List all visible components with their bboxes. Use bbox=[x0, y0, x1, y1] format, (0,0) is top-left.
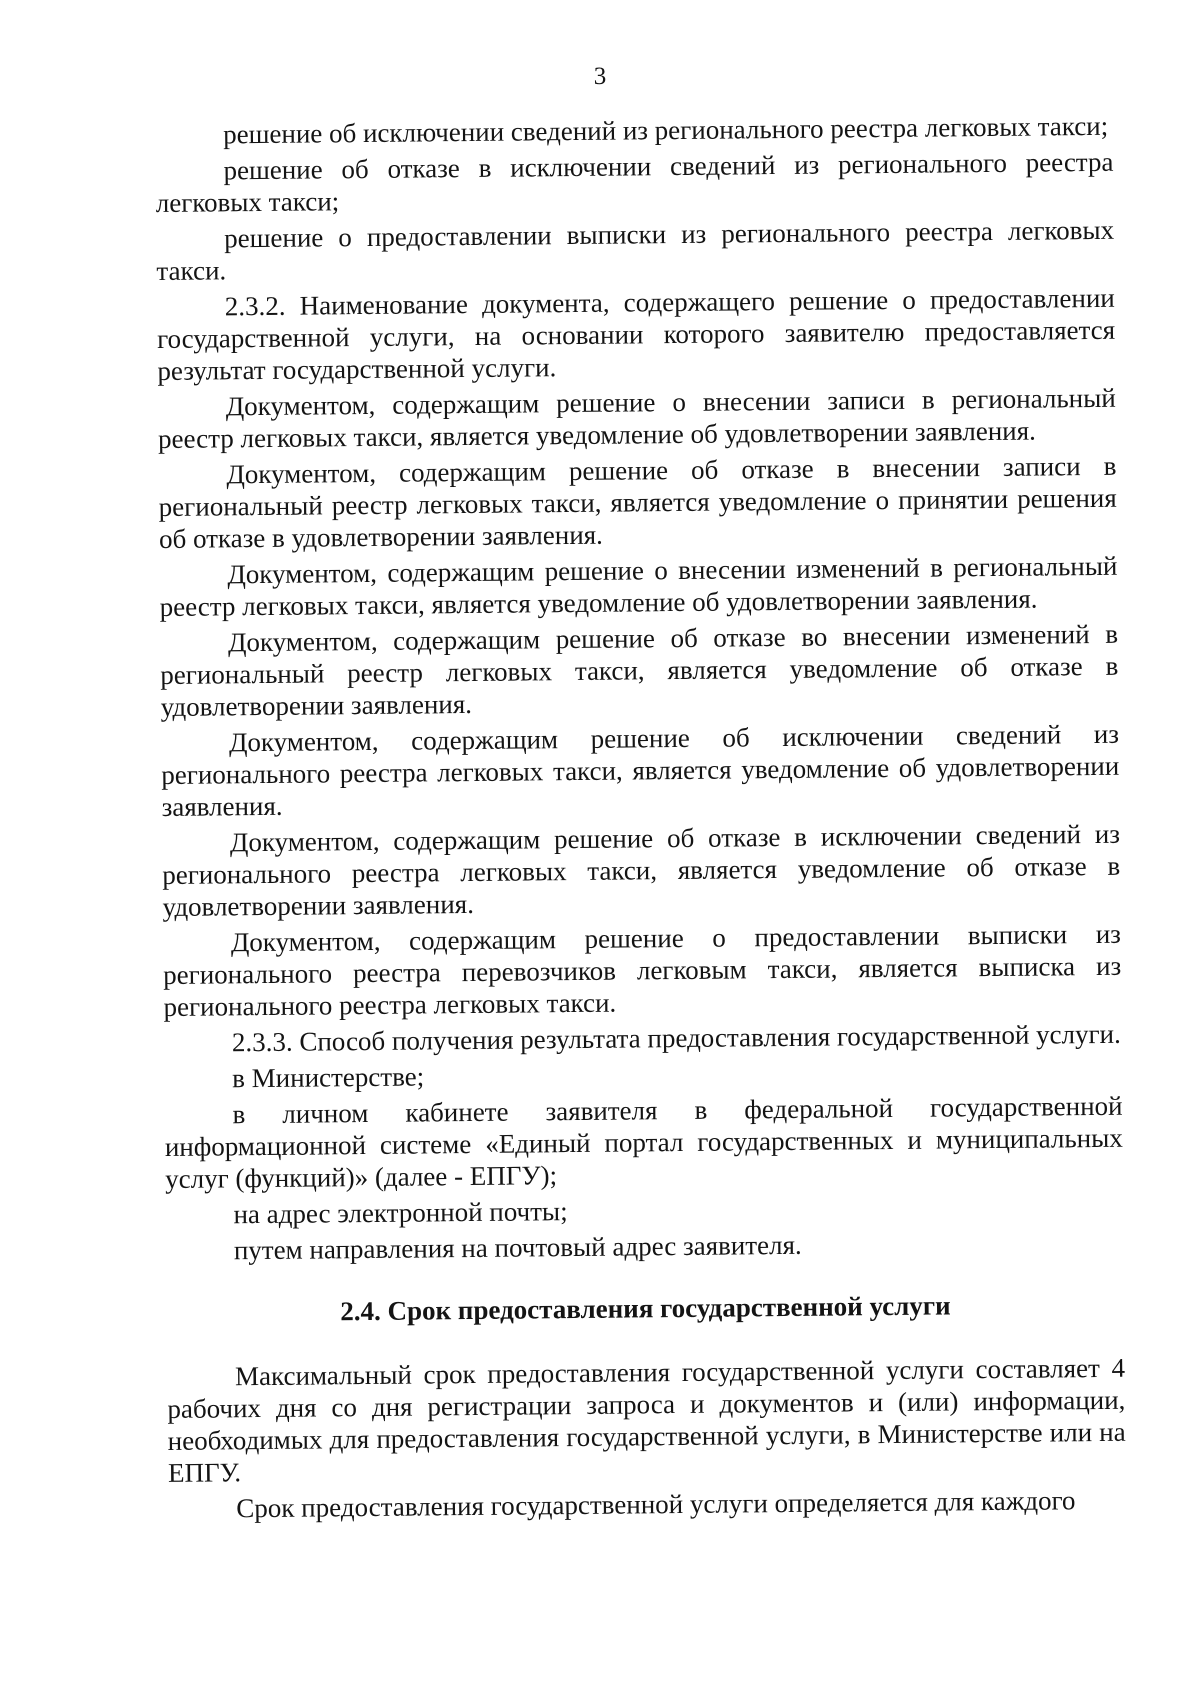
paragraph: Срок предоставления государственной услуги определяется для каждого bbox=[236, 1485, 1076, 1524]
paragraph: Документом, содержащим решение об отказе во внесении изменений в региональный реестр легковых такси, является уведомление об отказе в удовлетворении заявления. bbox=[160, 618, 1119, 722]
document-body bbox=[155, 110, 1126, 1525]
paragraph: Документом, содержащим решение об отказе в внесении записи в региональный реестр легковых такси, является уведомление о принятии решения об отказе в удовлетворении заявления. bbox=[158, 450, 1117, 554]
section-heading: 2.4. Срок предоставления государственной услуги bbox=[340, 1290, 951, 1327]
paragraph: 2.3.3. Способ получения результата предоставления государственной услуги. bbox=[231, 1018, 1121, 1058]
list-item: на адрес электронной почты; bbox=[233, 1196, 568, 1230]
list-item: в личном кабинете заявителя в федеральной государственной информационной системе «Единый портал государственных и муниципальных услуг (функций)» (далее - ЕПГУ); bbox=[164, 1090, 1123, 1194]
page-number: 3 bbox=[593, 63, 607, 90]
paragraph: Документом, содержащим решение об исключении сведений из регионального реестра легковых такси, является уведомление об удовлетворении заявления. bbox=[161, 718, 1120, 822]
paragraph: Документом, содержащим решение об отказе в исключении сведений из регионального реестра легковых такси, является уведомление об отказе в удовлетворении заявления. bbox=[162, 818, 1121, 922]
paragraph: решение об исключении сведений из регионального реестра легковых такси; bbox=[223, 110, 1109, 150]
paragraph: Максимальный срок предоставления государственной услуги составляет 4 рабочих дня со дня регистрации запроса и документов и (или) информации, необходимых для предоставления государственной услуги, в Министерстве или на ЕПГУ. bbox=[167, 1352, 1126, 1488]
paragraph: решение об отказе в исключении сведений из регионального реестра легковых такси; bbox=[155, 146, 1114, 218]
paragraph: Документом, содержащим решение о предоставлении выписки из регионального реестра перевозчиков легковым такси, является выписка из регионального реестра легковых такси. bbox=[163, 918, 1122, 1022]
paragraph: Документом, содержащим решение о внесении записи в региональный реестр легковых такси, является уведомление об удовлетворении заявления. bbox=[157, 382, 1116, 454]
list-item: путем направления на почтовый адрес заявителя. bbox=[233, 1229, 802, 1266]
paragraph: 2.3.2. Наименование документа, содержащего решение о предоставлении государственной услуги, на основании которого заявителю предоставляется результат государственной услуги. bbox=[156, 282, 1116, 386]
paragraph: решение о предоставлении выписки из регионального реестра легковых такси. bbox=[156, 214, 1115, 286]
list-item: в Министерстве; bbox=[232, 1061, 425, 1094]
paragraph: Документом, содержащим решение о внесении изменений в региональный реестр легковых такси, является уведомление об удовлетворении заявления. bbox=[159, 550, 1118, 622]
